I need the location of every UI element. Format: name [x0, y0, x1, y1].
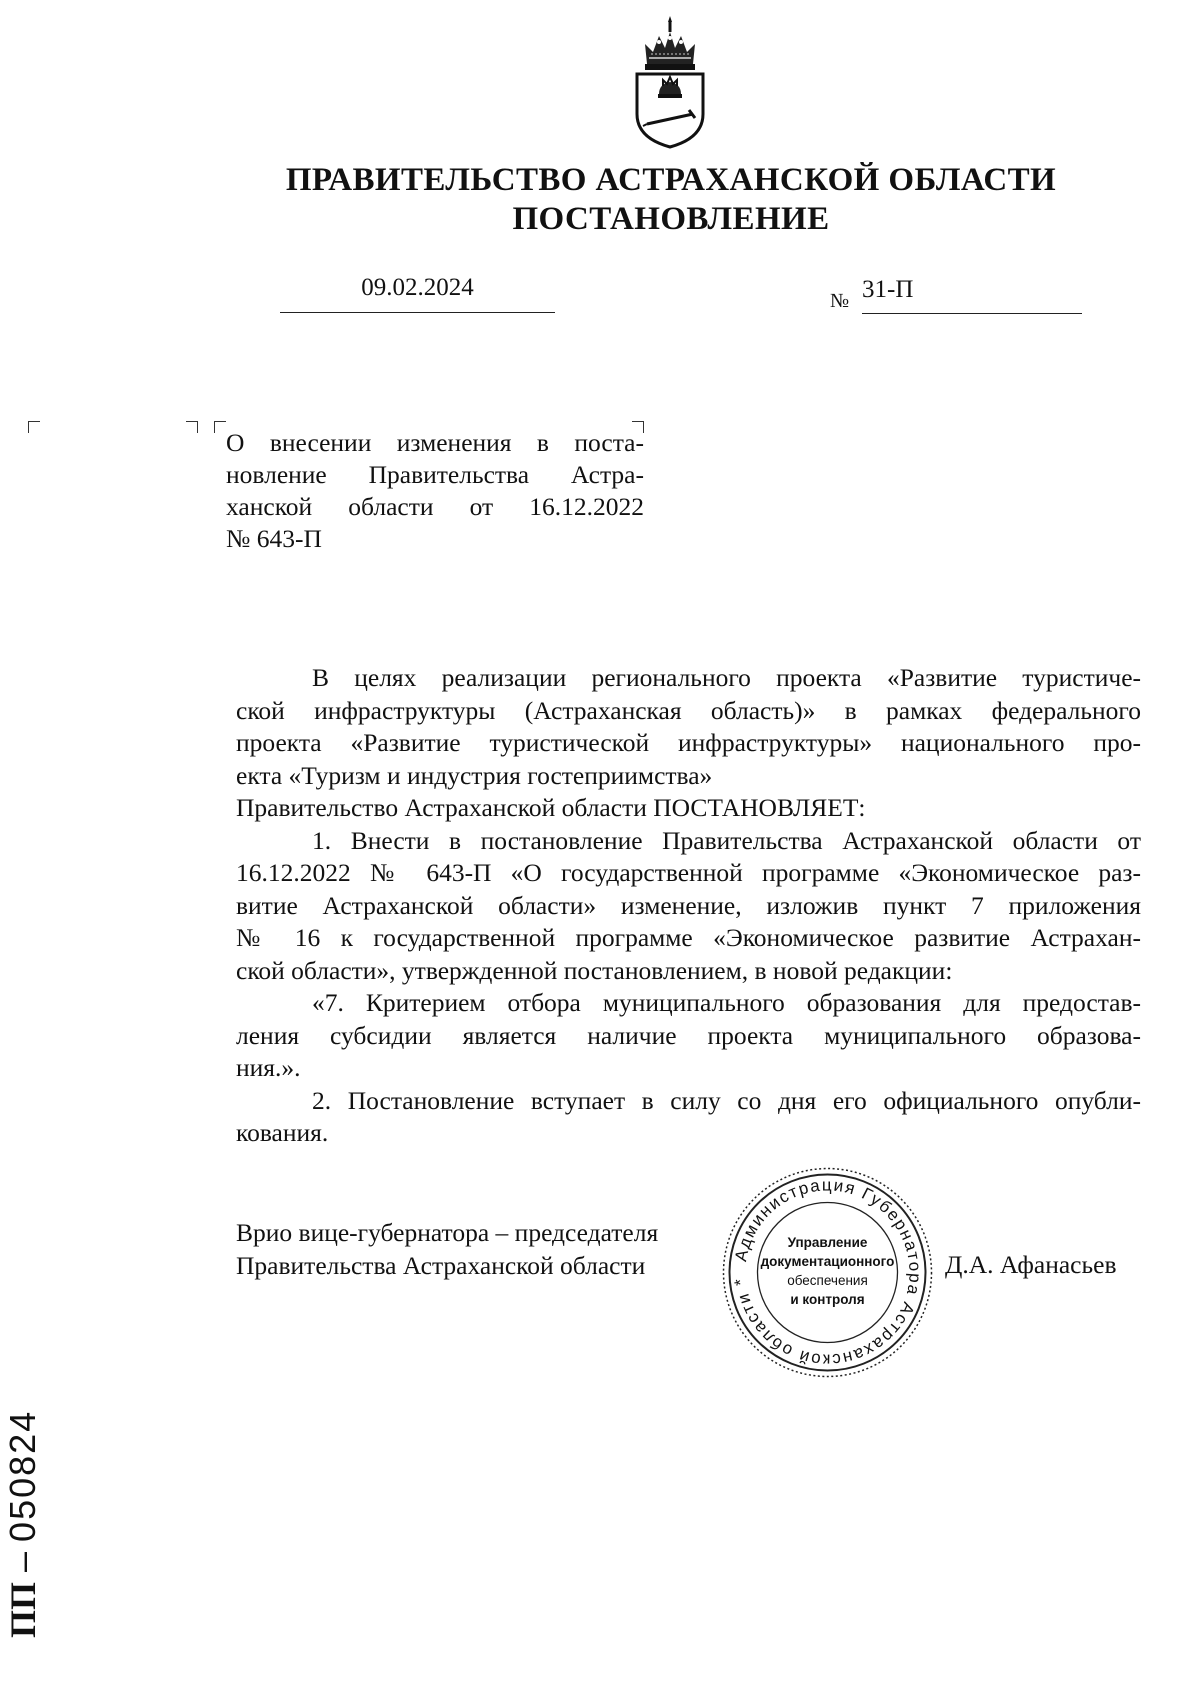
subject-line: О внесении изменения в поста-: [226, 428, 644, 457]
signatory-title-line: Врио вице-губернатора – председателя: [236, 1218, 659, 1247]
stamp-center-line: и контроля: [790, 1292, 865, 1307]
document-body: [236, 662, 1141, 1150]
body-line: В целях реализации регионального проекта «Развитие туристиче-: [312, 663, 1141, 692]
registration-code: [2, 1409, 152, 1638]
body-line: ской инфраструктуры (Астраханская область)» в рамках федерального: [236, 695, 1141, 725]
decree-line: [236, 792, 1141, 825]
signatory-title: [236, 1217, 658, 1282]
registration-code-prefix: ПП: [3, 1581, 43, 1638]
body-line: кования.: [236, 1118, 329, 1147]
body-line: Правительство Астраханской области ПОСТАНОВЛЯЕТ:: [236, 793, 866, 822]
stamp-center-line: документационного: [760, 1254, 895, 1269]
signatory-title-line: Правительства Астраханской области: [236, 1250, 646, 1280]
registration-code-number: 050824: [2, 1409, 43, 1542]
body-line: «7. Критерием отбора муниципального образования для предостав-: [312, 988, 1141, 1017]
official-seal-stamp: [720, 1165, 935, 1380]
body-line: 1. Внести в постановление Правительства Астраханской области от: [312, 825, 1141, 855]
document-subject: [226, 427, 644, 555]
body-line: № 16 к государственной программе «Экономическое развитие Астрахан-: [236, 923, 1141, 952]
date-underline: [280, 312, 555, 313]
body-line: ления субсидии является наличие проекта муниципального образова-: [236, 1020, 1141, 1050]
body-line: екта «Туризм и индустрия гостеприимства»: [236, 760, 713, 790]
subject-line: № 643-П: [226, 524, 322, 553]
body-line: 2. Постановление вступает в силу со дня его официального опубли-: [312, 1085, 1141, 1115]
body-line: витие Астраханской области» изменение, изложив пункт 7 приложения: [236, 890, 1141, 920]
signatory-name: Д.А. Афанасьев: [945, 1250, 1117, 1279]
number-sign: №: [830, 290, 850, 312]
preamble-paragraph: [236, 662, 1141, 792]
item-2-paragraph: [236, 1085, 1141, 1150]
corner-mark: [214, 421, 226, 433]
corner-mark: [186, 421, 198, 433]
organization-title: ПРАВИТЕЛЬСТВО АСТРАХАНСКОЙ ОБЛАСТИ: [285, 162, 1057, 198]
quoted-paragraph: [236, 987, 1141, 1085]
body-line: ской области», утвержденной постановлением, в новой редакции:: [236, 955, 953, 985]
document-type-title: ПОСТАНОВЛЕНИЕ: [512, 201, 830, 237]
stamp-center-line: Управление: [787, 1235, 868, 1250]
item-1-paragraph: [236, 825, 1141, 988]
document-date: 09.02.2024: [361, 274, 474, 301]
document-number: 31-П: [862, 276, 914, 303]
body-line: ния.».: [236, 1053, 301, 1082]
registration-code-dash: –: [2, 1541, 43, 1582]
subject-line: новление Правительства Астра-: [226, 460, 644, 489]
number-underline: [862, 313, 1082, 314]
body-line: проекта «Развитие туристической инфраструктуры» национального про-: [236, 728, 1141, 757]
stamp-ring-text: Администрация Губернатора Астраханской области *: [730, 1175, 925, 1370]
stamp-center-line: обеспечения: [787, 1273, 868, 1288]
corner-mark: [28, 421, 40, 433]
coat-of-arms-emblem: [625, 14, 715, 150]
subject-line: ханской области от 16.12.2022: [226, 492, 644, 521]
body-line: 16.12.2022 № 643-П «О государственной программе «Экономическое раз-: [236, 858, 1141, 887]
